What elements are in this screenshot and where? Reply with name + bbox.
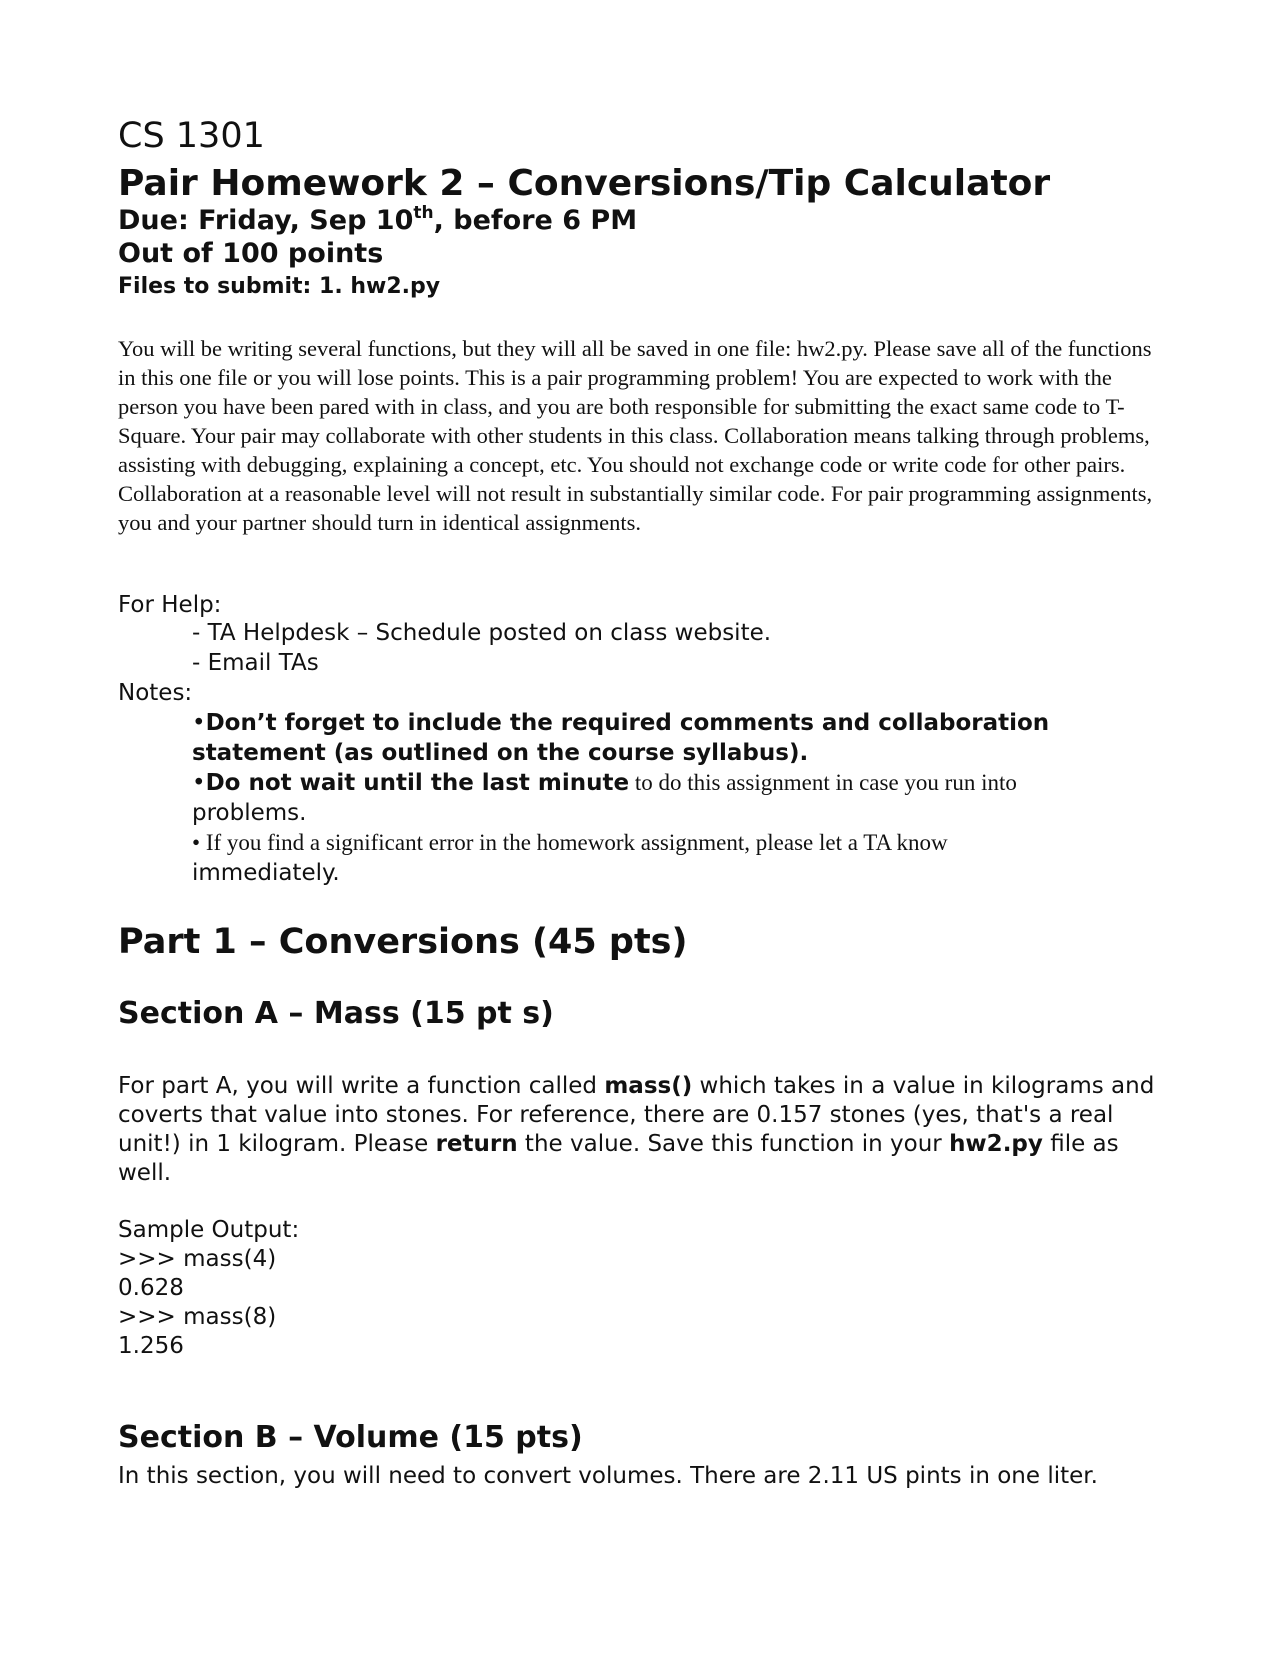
note-last-minute-bold: Do not wait until the last minute xyxy=(205,770,630,796)
sectionA-text-4: file as well. xyxy=(118,1131,1119,1186)
intro-paragraph: You will be writing several functions, but they will all be saved in one file: hw2.py. Please save all of the functions in this one file or you will lose points. This is a pair programming problem! You are expected to work with the person you have been pared with in class, and you are both responsible for submitting the exact same code to T-Square. Your pair may collaborate with other students in this class. Collaboration means talking through problems, assisting with debugging, explaining a concept, etc. You should not exchange code or write code for other pairs. Collaboration at a reasonable level will not result in substantially similar code. For pair programming assignments, you and your partner should turn in identical assignments. xyxy=(118,336,1153,535)
total-points: Out of 100 points xyxy=(118,238,384,269)
bullet-icon: • xyxy=(192,830,201,855)
sectionA-bold-file: hw2.py xyxy=(949,1131,1043,1157)
sectionA-heading: Section A – Mass (15 pt s) xyxy=(118,996,554,1031)
help-item-helpdesk: - TA Helpdesk – Schedule posted on class website. xyxy=(192,620,772,646)
course-code: CS 1301 xyxy=(118,116,265,156)
note-last-minute-rest: problems. xyxy=(192,800,307,826)
sectionB-paragraph: In this section, you will need to convert volumes. There are 2.11 US pints in one liter. xyxy=(118,1463,1098,1489)
sample-line: 1.256 xyxy=(118,1333,184,1359)
note-error-rest: immediately. xyxy=(192,860,340,886)
sectionA-text-1: For part A, you will write a function called xyxy=(118,1073,605,1099)
part1-heading: Part 1 – Conversions (45 pts) xyxy=(118,922,688,962)
sample-line: >>> mass(4) xyxy=(118,1246,277,1272)
due-suffix: , before 6 PM xyxy=(433,205,638,236)
help-label: For Help: xyxy=(118,592,222,618)
note-error-serif: If you find a significant error in the homework assignment, please let a TA know xyxy=(200,830,948,855)
due-date xyxy=(118,205,637,236)
assignment-title: Pair Homework 2 – Conversions/Tip Calculator xyxy=(118,163,1051,204)
help-item-email: - Email TAs xyxy=(192,650,319,676)
files-to-submit: Files to submit: 1. hw2.py xyxy=(118,274,441,299)
sectionA-bold-return: return xyxy=(435,1131,518,1157)
note-last-minute-serif: to do this assignment in case you run into xyxy=(629,770,1017,795)
sectionA-paragraph xyxy=(118,1072,1168,1188)
sample-output-label: Sample Output: xyxy=(118,1217,300,1243)
notes-label: Notes: xyxy=(118,680,193,706)
due-prefix: Due: Friday, Sep 10 xyxy=(118,205,414,236)
note-comments-text: Don’t forget to include the required comments and collaboration statement (as outlined on the course syllabus). xyxy=(192,710,1050,766)
bullet-icon: • xyxy=(192,770,206,796)
note-last-minute xyxy=(192,768,1152,828)
note-comments xyxy=(192,708,1152,768)
bullet-icon: • xyxy=(192,710,206,736)
sectionA-text-2: which takes in a value in kilograms and coverts that value into stones. For reference, there are 0.157 stones (yes, that's a real unit!) in 1 kilogram. Please xyxy=(118,1073,1155,1157)
sectionB-heading: Section B – Volume (15 pts) xyxy=(118,1420,583,1455)
sample-line: 0.628 xyxy=(118,1275,184,1301)
sectionA-text-3: the value. Save this function in your xyxy=(517,1131,950,1157)
note-error xyxy=(192,828,1152,888)
sample-line: >>> mass(8) xyxy=(118,1304,277,1330)
sectionA-bold-mass: mass() xyxy=(604,1073,693,1099)
due-superscript: th xyxy=(413,203,434,223)
